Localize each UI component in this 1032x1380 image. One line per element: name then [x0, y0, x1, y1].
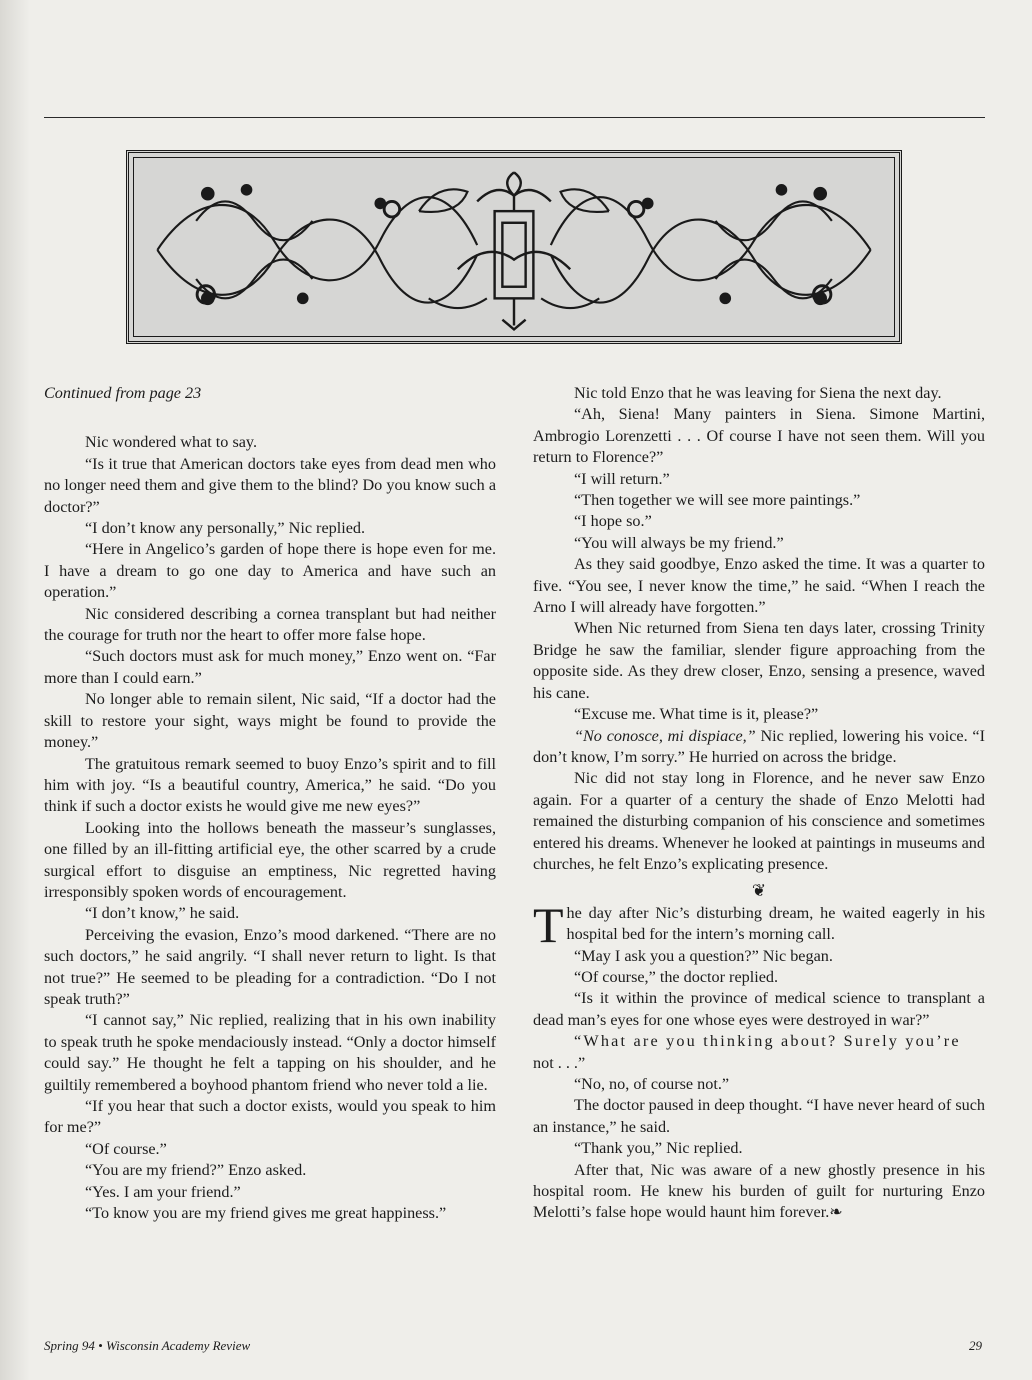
paragraph: Looking into the hollows beneath the masseur’s sunglasses, one filled by an ill-fitting artificial eye, the other scarred by a crude surgical effort to disguise an emptiness, Nic regretted having irresponsibly spoken words of encouragement.: [44, 818, 496, 901]
quote-continuation: Nic replied, lowering his voice. “I don’t know, I’m sorry.” He hurried on across the bridge.: [533, 726, 985, 766]
continued-note: Continued from page 23: [44, 384, 202, 402]
paragraph: “Is it true that American doctors take eyes from dead men who no longer need them and give them to the blind? Do you know such a doctor?”: [44, 454, 496, 516]
paragraph: “I will return.”: [574, 469, 670, 488]
ornament-illustration: [129, 153, 899, 341]
paragraph: “Of course,” the doctor replied.: [574, 967, 779, 986]
paragraph: The gratuitous remark seemed to buoy Enzo’s spirit and to fill him with joy. “Is a beautiful country, America,” he said. “Do you think if such a doctor exists he would give me new eyes?”: [44, 754, 496, 816]
paragraph: Nic told Enzo that he was leaving for Siena the next day.: [574, 384, 942, 402]
right-text-column: [533, 383, 985, 1224]
paragraph: “Thank you,” Nic replied.: [574, 1139, 743, 1158]
paragraph: “Excuse me. What time is it, please?”: [574, 705, 819, 724]
paragraph: “Of course.”: [85, 1139, 167, 1158]
final-paragraph: [533, 1160, 985, 1224]
paragraph: “Here in Angelico’s garden of hope there is hope even for me. I have a dream to go one day to America and have such an operation.”: [44, 540, 496, 602]
paragraph: “To know you are my friend gives me great happiness.”: [85, 1204, 447, 1223]
drop-cap: T: [533, 896, 564, 953]
dropcap-paragraph: [533, 896, 985, 953]
paragraph: “I don’t know any personally,” Nic replied.: [85, 519, 366, 538]
end-mark-icon: ❧: [829, 1203, 843, 1222]
italian-quote-paragraph: [533, 726, 985, 769]
paragraph: “Is it within the province of medical science to transplant a dead man’s eyes for one whose eyes were destroyed in war?”: [533, 989, 985, 1029]
left-text-column: [44, 383, 496, 1224]
paragraph: As they said goodbye, Enzo asked the time. It was a quarter to five. “You see, I never know the time,” he said. “When I reach the Arno I will already have forgotten.”: [533, 555, 985, 617]
paragraph: “I hope so.”: [574, 512, 652, 531]
paragraph: “Then together we will see more paintings.”: [574, 491, 861, 510]
paragraph: Nic considered describing a cornea transplant but had neither the courage for truth nor the heart to offer more false hope.: [44, 604, 496, 645]
paragraph: “I cannot say,” Nic replied, realizing that in his own inability to speak truth he spoke mendaciously instead. “Only a doctor himself could say.” He thought he felt a tapping on his shoulder, and he guiltily remembered a boyhood phantom friend who never told a lie.: [44, 1011, 496, 1094]
spaced-paragraph-end: not . . .”: [533, 1053, 586, 1072]
paragraph: No longer able to remain silent, Nic said, “If a doctor had the skill to restore your sight, ways might be found to provide the money.”: [44, 690, 496, 752]
decorative-ornament-banner: [126, 150, 902, 344]
top-rule: [44, 117, 985, 118]
paragraph: “I don’t know,” he said.: [85, 904, 240, 923]
paragraph: “May I ask you a question?” Nic began.: [574, 946, 833, 965]
paragraph: “Yes. I am your friend.”: [85, 1182, 241, 1201]
paragraph: When Nic returned from Siena ten days later, crossing Trinity Bridge he saw the familiar, slender figure approaching from the opposite side. As they drew closer, Enzo, sensing a presence, waved his cane.: [533, 619, 985, 702]
page-gutter-shadow: [0, 0, 30, 1380]
italian-phrase: “No conosce, mi dispiace,”: [574, 726, 756, 745]
paragraph: “Ah, Siena! Many painters in Siena. Simone Martini, Ambrogio Lorenzetti . . . Of course I have not seen them. Will you return to Florence?”: [533, 405, 985, 467]
paragraph: Perceiving the evasion, Enzo’s mood darkened. “There are no such doctors,” he said angrily. “I shall never return to light. Is that not true?” He seemed to be pleading for a contradiction. “Do I not speak truth?”: [44, 925, 496, 1008]
section-break-fleuron: ❦: [751, 881, 767, 901]
page-number: 29: [969, 1338, 982, 1353]
paragraph: “Such doctors must ask for much money,” Enzo went on. “Far more than I could earn.”: [44, 647, 496, 687]
paragraph: Nic did not stay long in Florence, and he never saw Enzo again. For a quarter of a century the shade of Enzo Melotti had remained the disturbing companion of his conscience and sometimes entered his dreams. Whenever he looked at paintings in museums and churches, he felt Enzo’s explicating presence.: [533, 769, 985, 873]
paragraph: “You will always be my friend.”: [574, 533, 784, 552]
paragraph: The doctor paused in deep thought. “I have never heard of such an instance,” he said.: [533, 1096, 985, 1136]
paragraph: “You are my friend?” Enzo asked.: [85, 1161, 307, 1180]
spaced-paragraph: “What are you thinking about? Surely you’re: [574, 1032, 961, 1051]
footer-publication: Spring 94 • Wisconsin Academy Review: [44, 1338, 251, 1353]
final-text: After that, Nic was aware of a new ghostly presence in his hospital room. He knew his burden of guilt for nurturing Enzo Melotti’s false hope would haunt him forever.: [533, 1160, 985, 1222]
dropcap-text: he day after Nic’s disturbing dream, he waited eagerly in his hospital bed for the intern’s morning call.: [566, 903, 985, 944]
paragraph: Nic wondered what to say.: [85, 433, 258, 452]
paragraph: “No, no, of course not.”: [574, 1075, 730, 1093]
paragraph: “If you hear that such a doctor exists, would you speak to him for me?”: [44, 1097, 496, 1137]
